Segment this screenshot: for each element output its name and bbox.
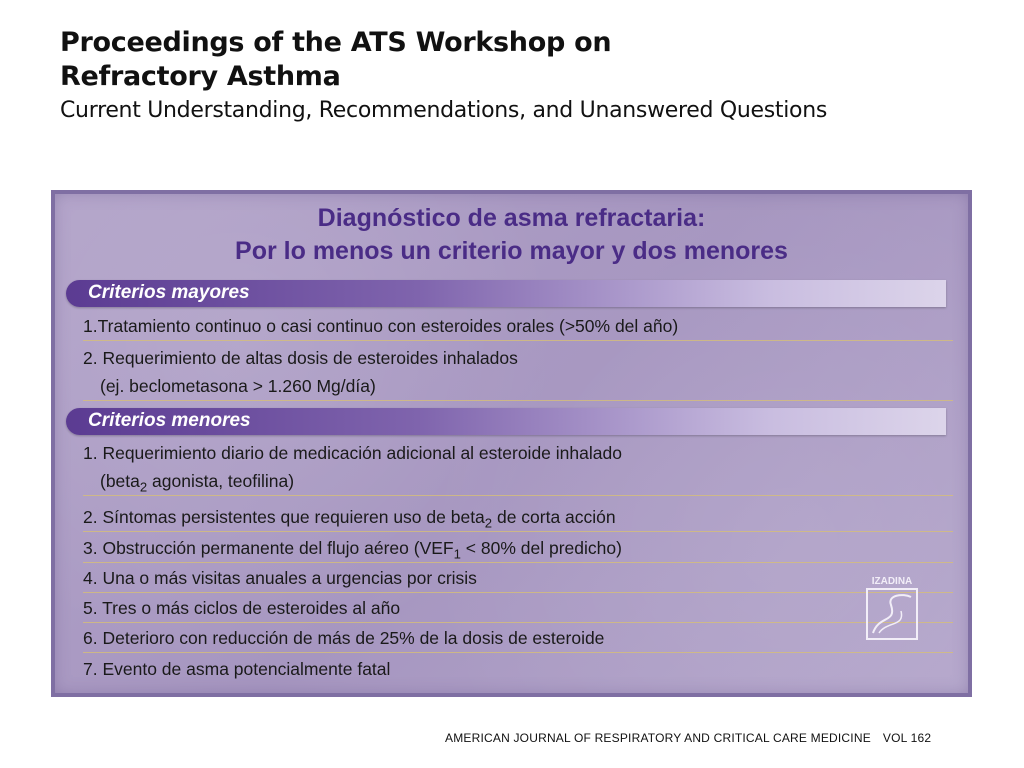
criteria-panel bbox=[51, 190, 972, 697]
logo-text: IZADINA bbox=[871, 576, 913, 587]
major-criterion-1-text: 1.Tratamiento continuo o casi continuo con esteroides orales (>50% del año) bbox=[83, 316, 679, 336]
journal-footer bbox=[445, 731, 931, 745]
minor-criterion-2: 2. Síntomas persistentes que requieren uso de beta$_2$ de corta acción bbox=[83, 503, 953, 532]
major-criteria-heading bbox=[66, 280, 946, 307]
minor-criterion-3: 3. Obstrucción permanente del flujo aéreo ($VEF_1 < 80\%$ del predicho) bbox=[83, 534, 953, 563]
minor-criteria-heading-text: Criterios menores bbox=[88, 410, 251, 431]
major-criterion-1 bbox=[83, 312, 953, 341]
panel-title bbox=[51, 202, 972, 268]
minor-criterion-5: 5. Tres o más ciclos de esteroides al año bbox=[83, 594, 953, 623]
panel-title-line-1: Diagnóstico de asma refractaria: bbox=[317, 204, 706, 232]
minor-criterion-6: 6. Deterioro con reducción de más de 25% de la dosis de esteroide bbox=[83, 624, 953, 653]
minor-criterion-1 bbox=[83, 439, 953, 496]
journal-name: AMERICAN JOURNAL OF RESPIRATORY AND CRITICAL CARE MEDICINE bbox=[445, 731, 871, 745]
major-criterion-2-example: (ej. beclometasona > 1.260 Mg/día) bbox=[100, 376, 376, 396]
major-criteria-heading-text: Criterios mayores bbox=[88, 282, 250, 303]
izadina-logo bbox=[857, 575, 927, 645]
minor-criterion-7: 7. Evento de asma potencialmente fatal bbox=[83, 659, 391, 679]
minor-criterion-1-detail: (beta$_2$ agonista, teofilina) bbox=[100, 471, 295, 495]
title-line-2: Refractory Asthma bbox=[60, 61, 341, 92]
document-subtitle: Current Understanding, Recommendations, and Unanswered Questions bbox=[60, 98, 828, 123]
journal-volume: VOL 162 bbox=[882, 731, 932, 745]
minor-criterion-1-text: 1. Requerimiento diario de medicación adicional al esteroide inhalado bbox=[83, 443, 622, 463]
minor-criterion-4: 4. Una o más visitas anuales a urgencias por crisis bbox=[83, 564, 953, 593]
major-criterion-2-text: 2. Requerimiento de altas dosis de esteroides inhalados bbox=[83, 348, 518, 368]
document-header bbox=[60, 26, 827, 123]
minor-criteria-heading bbox=[66, 408, 946, 435]
major-criterion-2 bbox=[83, 344, 953, 401]
title-line-1: Proceedings of the ATS Workshop on bbox=[60, 27, 612, 58]
panel-title-line-2: Por lo menos un criterio mayor y dos menores bbox=[235, 237, 788, 265]
document-title bbox=[60, 26, 827, 94]
